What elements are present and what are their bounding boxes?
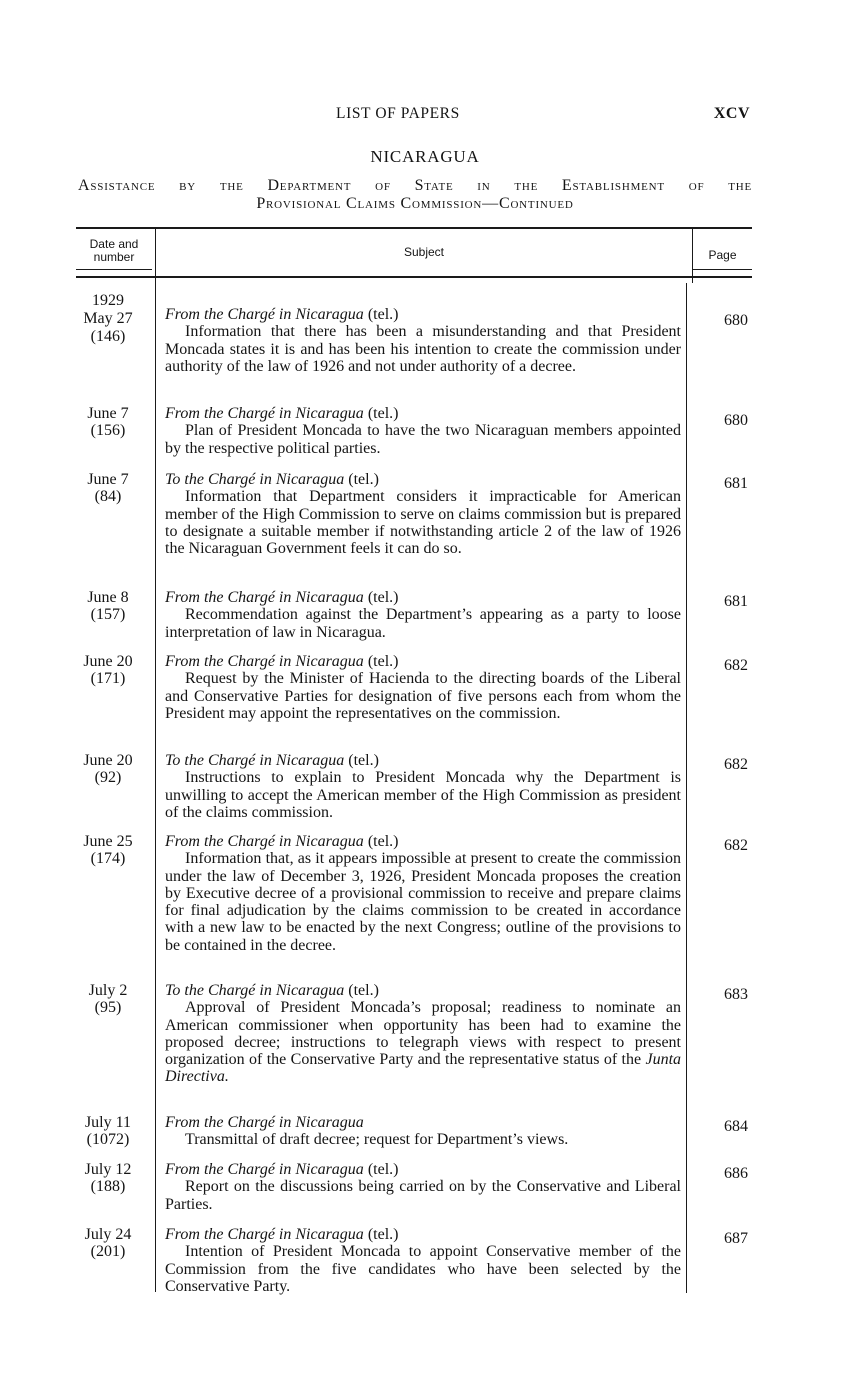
entry-subject xyxy=(165,752,681,821)
entry-date: June 25 (174) xyxy=(68,833,148,868)
entry-page: 684 xyxy=(724,1118,748,1135)
entry-date: 1929 May 27 (146) xyxy=(68,292,148,345)
entry-body: Intention of President Moncada to appoint Conservative member of the Commission from the five candidates who have been selected by the Conservative Party. xyxy=(165,1243,681,1295)
subsection-title-line1: Assistance by the Department of State in the Establishment of the xyxy=(78,177,752,194)
entry-heading: To the Chargé in Nicaragua (tel.) xyxy=(165,982,379,999)
entry-page: 682 xyxy=(724,756,748,773)
running-title: LIST OF PAPERS xyxy=(336,105,460,122)
entry-year: 1929 xyxy=(92,292,124,309)
entry-body: Approval of President Moncada’s proposal; readiness to nominate an American commissioner when opportunity has been had to examine the proposed decree; instructions to telegraph views with respect to present organization of the Conservative Party and the representative status of the Junta Directiva. xyxy=(165,999,682,1086)
entry-subject xyxy=(165,653,681,722)
entry-subject xyxy=(165,1114,681,1149)
subsection-title xyxy=(78,177,752,213)
entry-number: (157) xyxy=(90,606,126,624)
entry-body: Plan of President Moncada to have the two Nicaraguan members appointed by the respective political parties. xyxy=(165,422,681,457)
entry-subject xyxy=(165,833,681,954)
entry-date: June 20 (92) xyxy=(68,752,148,787)
entry-page: 682 xyxy=(724,657,748,674)
entry-heading: From the Chargé in Nicaragua (tel.) xyxy=(165,1161,399,1178)
section-title: NICARAGUA xyxy=(370,147,480,166)
entry-heading: To the Chargé in Nicaragua (tel.) xyxy=(165,752,379,769)
entry-number: (171) xyxy=(90,670,126,688)
entry-page: 680 xyxy=(724,312,748,329)
entry-body: Information that there has been a misunderstanding and that President Moncada states it is and has been his intention to create the commission under authority of the law of 1926 and not under authority of a decree. xyxy=(165,323,681,375)
entry-date: June 8 (157) xyxy=(68,589,148,624)
entry-body: Transmittal of draft decree; request for Department’s views. xyxy=(185,1131,569,1149)
entry-body: Request by the Minister of Hacienda to the directing boards of the Liberal and Conservative Parties for designation of five persons each from whom the President may appoint the representatives on the commission. xyxy=(165,670,681,722)
column-header-page: Page xyxy=(708,248,737,262)
running-head xyxy=(0,105,850,129)
date-header-underline xyxy=(76,269,152,270)
entry-number: (84) xyxy=(94,488,122,506)
entry-subject xyxy=(165,405,681,457)
entry-subject xyxy=(165,471,681,557)
entry-heading: From the Chargé in Nicaragua (tel.) xyxy=(165,405,399,422)
entry-page: 681 xyxy=(724,593,748,610)
entry-number: (95) xyxy=(94,999,122,1017)
entry-date: June 20 (171) xyxy=(68,653,148,688)
entry-date: June 7 (156) xyxy=(68,405,148,440)
entry-body: Recommendation against the Department’s appearing as a party to loose interpretation of law in Nicaragua. xyxy=(165,606,681,641)
entry-page: 683 xyxy=(724,986,748,1003)
page-number: XCV xyxy=(713,105,750,122)
entry-subject xyxy=(165,589,681,641)
entry-date: July 2 (95) xyxy=(68,982,148,1017)
entry-subject xyxy=(165,982,681,1086)
entry-heading: From the Chargé in Nicaragua xyxy=(165,1114,364,1131)
page-header-underline xyxy=(693,269,752,270)
entry-page: 680 xyxy=(724,412,748,429)
column-divider-right-body xyxy=(686,283,687,1293)
subsection-title-line2: Provisional Claims Commission—Continued xyxy=(256,195,574,212)
entry-page: 682 xyxy=(724,837,748,854)
column-header-subject: Subject xyxy=(403,245,445,259)
entry-page: 681 xyxy=(724,475,748,492)
entry-number: (146) xyxy=(90,327,126,345)
table-header-rule xyxy=(76,276,752,278)
entry-subject xyxy=(165,306,681,375)
entry-heading: From the Chargé in Nicaragua (tel.) xyxy=(165,833,399,850)
entry-heading: From the Chargé in Nicaragua (tel.) xyxy=(165,1226,399,1243)
entry-date: June 7 (84) xyxy=(68,471,148,506)
entry-number: (92) xyxy=(94,769,122,787)
column-header-date: Date and number xyxy=(89,237,139,264)
entry-date: July 11 (1072) xyxy=(68,1114,148,1149)
entry-page: 687 xyxy=(724,1230,748,1247)
entry-heading: From the Chargé in Nicaragua (tel.) xyxy=(165,306,399,323)
entry-body: Report on the discussions being carried on by the Conservative and Liberal Parties. xyxy=(165,1178,681,1213)
entry-number: (1072) xyxy=(86,1131,130,1149)
entry-body: Information that Department considers it impracticable for American member of the High Commission to serve on claims commission but is prepared to designate a suitable member if notwithstanding article 2 of the law of 1926 the Nicaraguan Government feels it can do so. xyxy=(165,488,681,558)
entry-number: (188) xyxy=(90,1178,126,1196)
entry-page: 686 xyxy=(724,1165,748,1182)
entry-subject xyxy=(165,1161,681,1213)
entry-body: Instructions to explain to President Moncada why the Department is unwilling to accept the American member of the High Commission as president of the claims commission. xyxy=(165,769,681,821)
entry-date: July 24 (201) xyxy=(68,1226,148,1261)
entry-number: (174) xyxy=(90,850,126,868)
entry-number: (156) xyxy=(90,422,126,440)
table-top-rule xyxy=(76,227,752,229)
entry-heading: From the Chargé in Nicaragua (tel.) xyxy=(165,653,399,670)
entry-subject xyxy=(165,1226,681,1295)
column-divider-left xyxy=(155,228,156,1292)
entry-number: (201) xyxy=(90,1243,126,1261)
entry-date: July 12 (188) xyxy=(68,1161,148,1196)
entry-heading: From the Chargé in Nicaragua (tel.) xyxy=(165,589,399,606)
entry-heading: To the Chargé in Nicaragua (tel.) xyxy=(165,471,379,488)
entry-body: Information that, as it appears impossible at present to create the commission under the law of December 3, 1926, President Moncada proposes the creation by Executive decree of a provisional commission to receive and prepare claims for final adjudication by the claims commission to be created in accordance with a new law to be enacted by the next Congress; outline of the provisions to be contained in the decree. xyxy=(165,850,681,954)
